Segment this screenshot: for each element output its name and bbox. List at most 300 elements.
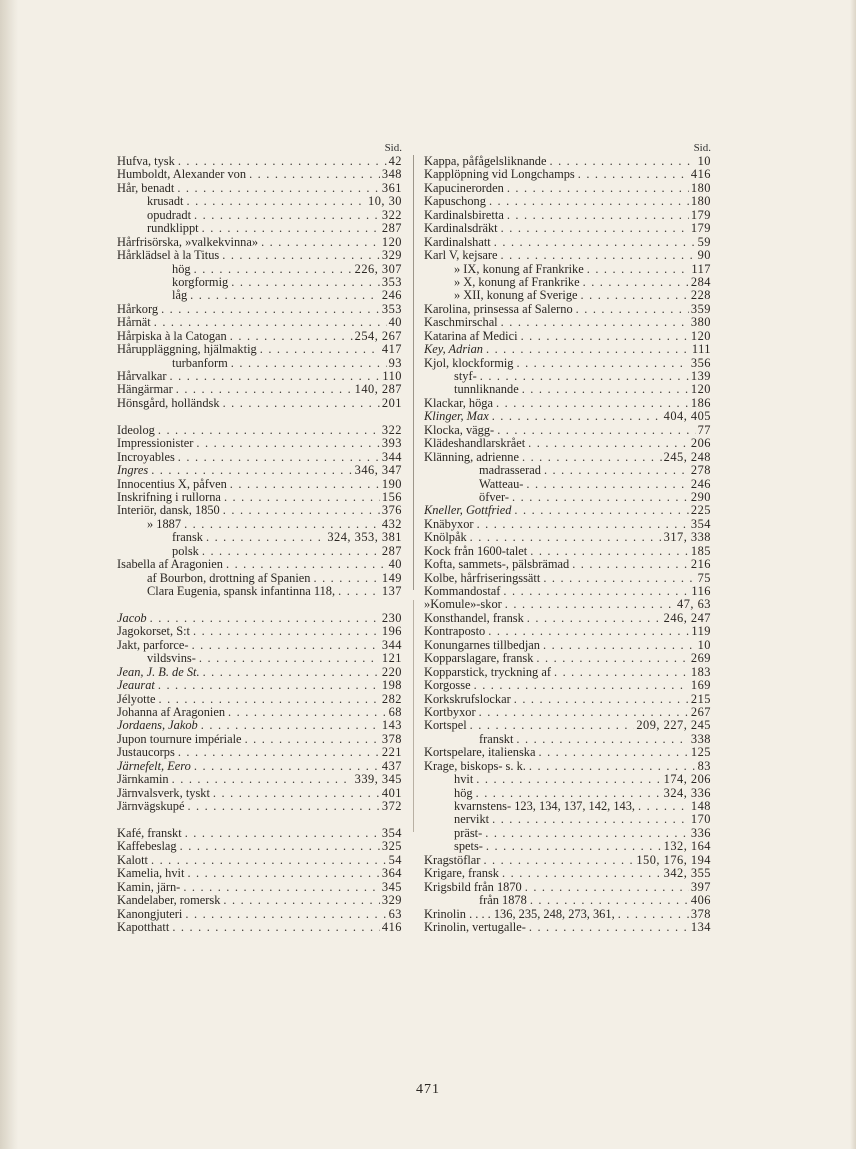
index-entry xyxy=(424,236,711,249)
page-reference: 185 xyxy=(690,544,711,558)
dot-leader xyxy=(474,518,689,531)
page-reference: 68 xyxy=(388,705,402,719)
index-entry xyxy=(424,437,711,450)
page-reference: 324, 353, 381 xyxy=(327,531,402,545)
index-entry xyxy=(117,666,402,679)
dot-leader xyxy=(335,585,380,598)
index-term: Hönsgård, holländsk xyxy=(117,396,220,410)
index-entry xyxy=(117,155,402,168)
index-term: Watteau- xyxy=(479,477,524,491)
dot-leader xyxy=(183,195,366,208)
index-term: Hårvalkar xyxy=(117,370,167,383)
index-entry xyxy=(117,639,402,652)
page-reference: 169 xyxy=(690,679,711,693)
dot-leader xyxy=(190,625,380,638)
index-term: Hårpiska à la Catogan xyxy=(117,329,227,343)
index-entry xyxy=(424,572,711,585)
dot-leader xyxy=(575,168,689,181)
index-entry xyxy=(117,921,402,934)
page-reference: 174, 206 xyxy=(663,773,711,787)
index-entry xyxy=(424,867,711,880)
index-entry xyxy=(424,289,711,302)
index-term: Konsthandel, fransk xyxy=(424,611,524,625)
index-term: Kortspel xyxy=(424,719,467,733)
dot-leader xyxy=(182,827,380,840)
dot-leader xyxy=(527,894,689,907)
dot-leader xyxy=(499,867,662,880)
page-reference: 339, 345 xyxy=(354,773,402,787)
page-reference: 361 xyxy=(381,181,402,195)
page-reference: 406 xyxy=(690,894,711,908)
dot-leader xyxy=(500,585,689,598)
page-reference: 353 xyxy=(381,275,402,289)
index-term: Hårnät xyxy=(117,316,151,330)
index-entry xyxy=(424,787,711,800)
index-term: styf- xyxy=(454,370,477,383)
dot-leader xyxy=(480,854,634,867)
page-edge xyxy=(850,0,856,1149)
page-reference: 225 xyxy=(690,504,711,518)
index-term: polsk xyxy=(172,544,199,558)
page-reference: 378 xyxy=(690,907,711,921)
dot-leader xyxy=(228,276,380,289)
page-reference: 322 xyxy=(381,423,402,437)
book-gutter xyxy=(0,0,18,1149)
page-reference: 246 xyxy=(381,289,402,303)
dot-leader xyxy=(635,800,689,813)
index-entry xyxy=(424,276,711,289)
index-term: Krage, biskops- s. k. xyxy=(424,759,526,773)
page-reference: 206 xyxy=(690,437,711,451)
page-reference: 344 xyxy=(381,450,402,464)
page-reference: 215 xyxy=(690,692,711,706)
page-reference: 75 xyxy=(697,571,711,585)
page-reference: 290 xyxy=(690,490,711,504)
dot-leader xyxy=(182,908,386,921)
index-entry xyxy=(117,316,402,329)
index-term: Knäbyxor xyxy=(424,517,474,531)
index-term: » IX, konung af Frankrike xyxy=(454,262,584,276)
index-entry xyxy=(117,908,402,921)
index-entry xyxy=(424,598,711,611)
page-reference: 90 xyxy=(697,249,711,263)
index-entry xyxy=(117,491,402,504)
page-reference: 134 xyxy=(690,920,711,934)
page-reference: 54 xyxy=(388,853,402,867)
index-term: Hängärmar xyxy=(117,383,173,397)
page-reference: 342, 355 xyxy=(663,867,711,881)
page-reference: 437 xyxy=(381,759,402,773)
dot-leader xyxy=(473,773,661,786)
index-entry xyxy=(424,625,711,638)
dot-leader xyxy=(615,908,689,921)
page-reference: 359 xyxy=(690,302,711,316)
index-entry xyxy=(117,558,402,571)
page-reference: 354 xyxy=(381,826,402,840)
index-entry xyxy=(117,263,402,276)
dot-leader xyxy=(148,854,387,867)
page-reference: 246, 247 xyxy=(663,611,711,625)
index-term: Järnvalsverk, tyskt xyxy=(117,786,210,800)
index-entry xyxy=(424,693,711,706)
index-term: Johanna af Aragonien xyxy=(117,705,226,719)
dot-leader xyxy=(513,357,688,370)
page-reference: 353 xyxy=(381,302,402,316)
dot-leader xyxy=(483,343,690,356)
dot-leader xyxy=(257,343,380,356)
index-term: Isabella af Aragonien xyxy=(117,558,223,572)
index-term: Krinolin . . . . 136, 235, 248, 273, 361, xyxy=(424,907,615,921)
index-term: från 1878 xyxy=(479,894,527,908)
index-term: Karl V, kejsare xyxy=(424,249,498,263)
index-term: Ingres xyxy=(117,464,149,478)
dot-leader xyxy=(526,921,689,934)
dot-leader xyxy=(489,813,689,826)
index-entry xyxy=(117,209,402,222)
index-term: Hufva, tysk xyxy=(117,155,175,168)
page-reference: 254, 267 xyxy=(354,329,402,343)
dot-leader xyxy=(203,531,325,544)
page-reference: 404, 405 xyxy=(663,410,711,424)
dot-leader xyxy=(504,182,689,195)
dot-leader xyxy=(155,424,380,437)
index-entry xyxy=(117,800,402,813)
index-term: Kolbe, hårfriseringssätt xyxy=(424,571,541,585)
index-entry xyxy=(117,585,402,598)
page-reference: 416 xyxy=(381,920,402,934)
page-reference: 190 xyxy=(381,477,402,491)
index-entry xyxy=(424,773,711,786)
page-reference: 345 xyxy=(381,880,402,894)
index-entry xyxy=(117,652,402,665)
dot-leader xyxy=(155,679,380,692)
index-entry xyxy=(117,746,402,759)
index-term: Kardinalsbiretta xyxy=(424,208,504,222)
dot-leader xyxy=(494,424,695,437)
dot-leader xyxy=(535,746,688,759)
dot-leader xyxy=(525,437,689,450)
page-reference: 317, 338 xyxy=(663,531,711,545)
dot-leader xyxy=(158,303,380,316)
index-term: Järnkamin xyxy=(117,773,169,787)
dot-leader xyxy=(540,639,696,652)
sid-header-right: Sid. xyxy=(693,142,711,154)
index-entry xyxy=(117,276,402,289)
dot-leader xyxy=(483,840,662,853)
page-reference: 282 xyxy=(381,692,402,706)
page-reference: 393 xyxy=(381,437,402,451)
dot-leader xyxy=(533,652,689,665)
dot-leader xyxy=(540,572,695,585)
page-reference: 59 xyxy=(697,235,711,249)
index-column-left xyxy=(117,141,402,934)
index-term: Kardinalsdräkt xyxy=(424,222,498,236)
index-entry xyxy=(117,195,402,208)
index-term: hög xyxy=(454,786,473,800)
index-term: Krigare, fransk xyxy=(424,867,499,881)
dot-leader xyxy=(189,639,380,652)
index-term: Justaucorps xyxy=(117,746,175,760)
index-entry xyxy=(424,921,711,934)
index-term: » XII, konung af Sverige xyxy=(454,289,578,303)
index-term: Jélyotte xyxy=(117,692,156,706)
index-entry xyxy=(117,706,402,719)
page-reference: 121 xyxy=(381,652,402,666)
index-entry xyxy=(117,719,402,732)
index-term: Järnefelt, Eero xyxy=(117,759,191,773)
index-term: Kanongjuteri xyxy=(117,907,183,921)
index-term: opudradt xyxy=(147,208,192,222)
dot-leader xyxy=(175,451,380,464)
page-reference: 372 xyxy=(381,800,402,813)
index-entry xyxy=(424,357,711,370)
page-reference: 150, 176, 194 xyxy=(636,853,711,867)
index-entry xyxy=(117,545,402,558)
page-reference: 201 xyxy=(381,396,402,410)
page-reference: 344 xyxy=(381,638,402,652)
column-divider xyxy=(413,155,414,590)
index-term: Håruppläggning, hjälmaktig xyxy=(117,343,257,357)
index-entry xyxy=(424,800,711,813)
index-entry xyxy=(424,760,711,773)
dot-leader xyxy=(519,383,689,396)
index-entry xyxy=(117,357,402,370)
index-term: Kopparstick, tryckning af xyxy=(424,665,551,679)
dot-leader xyxy=(498,249,696,262)
dot-leader xyxy=(177,840,380,853)
dot-leader xyxy=(187,289,380,302)
dot-leader xyxy=(513,733,688,746)
index-entry xyxy=(424,195,711,208)
page-reference: 338 xyxy=(690,732,711,746)
dot-leader xyxy=(524,612,662,625)
index-term: Jean, J. B. de St. xyxy=(117,665,200,679)
page-reference: 278 xyxy=(690,464,711,478)
index-term: Järnvägskupé xyxy=(117,800,185,813)
dot-leader xyxy=(175,155,387,168)
dot-leader xyxy=(580,276,689,289)
dot-leader xyxy=(180,881,380,894)
index-term: Kortbyxor xyxy=(424,705,476,719)
index-entry xyxy=(117,504,402,517)
dot-leader xyxy=(220,504,380,517)
dot-leader xyxy=(502,598,675,611)
index-entry xyxy=(117,303,402,316)
page-reference: 209, 227, 245 xyxy=(636,719,711,733)
index-term: Impressionister xyxy=(117,437,194,451)
index-term: Kamin, järn- xyxy=(117,880,181,894)
index-entry xyxy=(424,531,711,544)
page-reference: 40 xyxy=(388,558,402,572)
page-reference: 42 xyxy=(388,155,402,168)
index-term: Hårklädsel à la Titus xyxy=(117,249,220,263)
dot-leader xyxy=(498,316,689,329)
page-reference: 245, 248 xyxy=(663,450,711,464)
dot-leader xyxy=(191,263,353,276)
dot-leader xyxy=(551,666,689,679)
index-term: Knölpåk xyxy=(424,531,467,545)
index-entry xyxy=(117,679,402,692)
page-reference: 287 xyxy=(381,544,402,558)
dot-leader xyxy=(221,491,380,504)
dot-leader xyxy=(151,316,387,329)
dot-leader xyxy=(193,437,380,450)
index-entry xyxy=(424,733,711,746)
index-term: Krinolin, vertugalle- xyxy=(424,920,526,934)
index-term: hög xyxy=(172,262,191,276)
index-entry xyxy=(424,451,711,464)
dot-leader xyxy=(181,518,380,531)
index-term: kvarnstens- 123, 134, 137, 142, 143, xyxy=(454,800,636,813)
dot-leader xyxy=(173,383,353,396)
page-reference: 186 xyxy=(690,396,711,410)
page-reference: 246 xyxy=(690,477,711,491)
page-reference: 10 xyxy=(697,155,711,168)
dot-leader xyxy=(523,478,688,491)
index-term: Kafé, franskt xyxy=(117,826,182,840)
page-reference: 111 xyxy=(691,343,711,357)
page-reference: 47, 63 xyxy=(677,598,711,612)
index-term: Kaschmirschal xyxy=(424,316,498,330)
index-entry xyxy=(424,222,711,235)
index-term: Kandelaber, romersk xyxy=(117,894,221,908)
dot-leader xyxy=(198,719,380,732)
dot-leader xyxy=(200,666,380,679)
dot-leader xyxy=(246,168,380,181)
dot-leader xyxy=(522,881,689,894)
index-term: Kortspelare, italienska xyxy=(424,746,536,760)
dot-leader xyxy=(220,894,380,907)
page-reference: 221 xyxy=(381,746,402,760)
page-reference: 183 xyxy=(690,665,711,679)
index-term: Klinger, Max xyxy=(424,410,489,424)
index-entry xyxy=(117,612,402,625)
page-reference: 40 xyxy=(388,316,402,330)
index-term: Kapotthatt xyxy=(117,920,170,934)
index-entry xyxy=(117,733,402,746)
page-reference: 63 xyxy=(388,907,402,921)
dot-leader xyxy=(504,209,689,222)
index-term: präst- xyxy=(454,826,483,840)
section-gap xyxy=(117,598,402,611)
index-term: Jagokorset, S:t xyxy=(117,625,190,639)
dot-leader xyxy=(147,612,380,625)
dot-leader xyxy=(220,397,380,410)
dot-leader xyxy=(196,652,380,665)
index-term: Jordaens, Jakob xyxy=(117,719,198,733)
index-entry xyxy=(424,894,711,907)
index-entry xyxy=(117,464,402,477)
dot-leader xyxy=(219,249,380,262)
dot-leader xyxy=(471,679,689,692)
page-reference: 378 xyxy=(381,732,402,746)
index-entry xyxy=(424,666,711,679)
page-reference: 139 xyxy=(690,370,711,383)
page-reference: 170 xyxy=(690,813,711,827)
page-reference: 125 xyxy=(690,746,711,760)
page-reference: 93 xyxy=(388,356,402,370)
page-reference: 110 xyxy=(382,370,402,383)
index-term: Kneller, Gottfried xyxy=(424,504,512,518)
dot-leader xyxy=(228,357,387,370)
dot-leader xyxy=(199,222,380,235)
index-entry xyxy=(117,881,402,894)
page-reference: 269 xyxy=(690,652,711,666)
index-term: Kopparslagare, fransk xyxy=(424,652,534,666)
page-reference: 198 xyxy=(381,679,402,693)
index-term: tunnliknande xyxy=(454,383,519,397)
dot-leader xyxy=(467,719,635,732)
index-entry xyxy=(117,854,402,867)
dot-leader xyxy=(569,558,689,571)
dot-leader xyxy=(242,733,380,746)
index-entry xyxy=(117,693,402,706)
index-entry xyxy=(117,343,402,356)
dot-leader xyxy=(473,787,662,800)
page-reference: 180 xyxy=(690,195,711,209)
dot-leader xyxy=(482,827,689,840)
index-entry xyxy=(424,303,711,316)
index-entry xyxy=(424,330,711,343)
dot-leader xyxy=(191,209,380,222)
sid-header-left: Sid. xyxy=(384,142,402,154)
index-entry xyxy=(424,397,711,410)
index-entry xyxy=(424,518,711,531)
index-term: rundklippt xyxy=(147,222,199,236)
index-entry xyxy=(117,840,402,853)
index-entry xyxy=(424,249,711,262)
dot-leader xyxy=(519,451,662,464)
page-reference: 356 xyxy=(690,356,711,370)
index-entry xyxy=(424,464,711,477)
index-term: Ideolog xyxy=(117,423,155,437)
page-reference: 179 xyxy=(690,222,711,236)
section-gap xyxy=(117,410,402,423)
dot-leader xyxy=(527,545,689,558)
dot-leader xyxy=(518,330,689,343)
index-entry xyxy=(424,491,711,504)
index-entry xyxy=(117,222,402,235)
index-term: Jeaurat xyxy=(117,679,155,693)
index-term: » X, konung af Frankrike xyxy=(454,275,580,289)
index-entry xyxy=(424,679,711,692)
index-term: Korkskrufslockar xyxy=(424,692,511,706)
index-term: korgformig xyxy=(172,275,229,289)
index-term: vildsvins- xyxy=(147,652,196,666)
index-term: Clara Eugenia, spansk infantinna 118, xyxy=(147,585,336,598)
index-entry xyxy=(117,773,402,786)
index-term: hvit xyxy=(454,773,474,787)
index-term: Kjol, klockformig xyxy=(424,356,514,370)
index-entry xyxy=(424,383,711,396)
dot-leader xyxy=(210,787,380,800)
index-entry xyxy=(117,289,402,302)
page-reference: 117 xyxy=(691,262,711,276)
page-reference: 119 xyxy=(691,625,711,639)
dot-leader xyxy=(227,330,353,343)
page-reference: 120 xyxy=(690,329,711,343)
index-term: Innocentius X, påfven xyxy=(117,477,227,491)
page-reference: 287 xyxy=(381,222,402,236)
dot-leader xyxy=(573,303,689,316)
index-entry xyxy=(117,867,402,880)
index-term: Hår, benadt xyxy=(117,181,175,195)
dot-leader xyxy=(184,867,379,880)
index-entry xyxy=(117,236,402,249)
index-entry xyxy=(117,760,402,773)
page-reference: 230 xyxy=(381,611,402,625)
page-reference: 325 xyxy=(381,840,402,854)
